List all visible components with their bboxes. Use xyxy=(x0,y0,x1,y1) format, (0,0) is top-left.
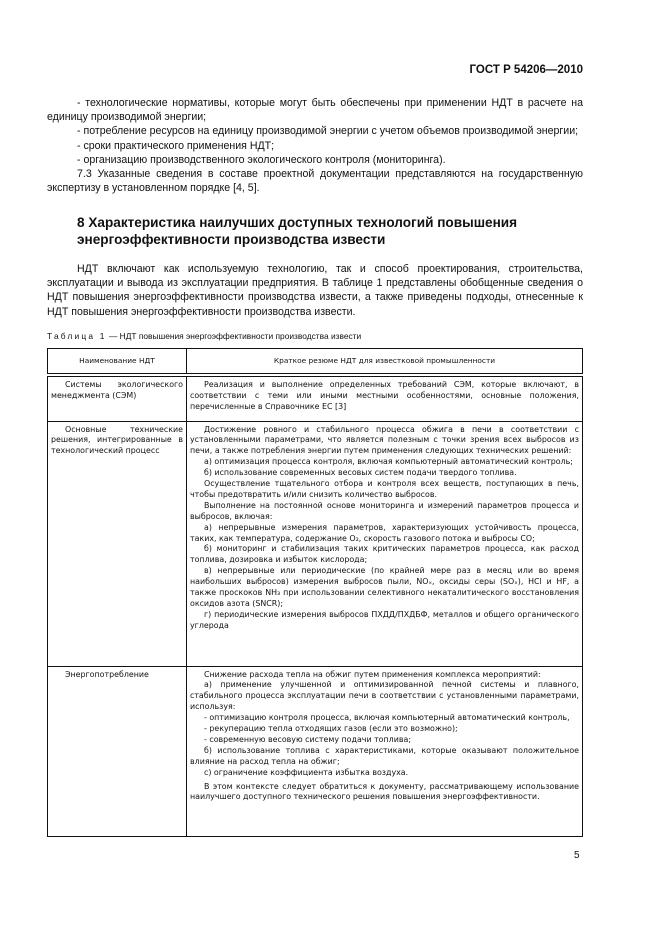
table-caption-label: Таблица 1 xyxy=(47,331,107,341)
ndt-name: Энергопотребление xyxy=(48,666,187,836)
ndt-summary: Реализация и выполнение определенных требований СЭМ, которые включают, в соответствии с теми или иными местными особенностями, основные положения, перечисленные в Справочнике ЕС [3] xyxy=(187,375,583,421)
intro-list xyxy=(47,96,583,195)
section-8-title: 8 Характеристика наилучших доступных технологий повышения энергоэффективности производства извести xyxy=(77,215,518,247)
standard-code-header: ГОСТ Р 54206—2010 xyxy=(469,64,583,76)
list-item: - потребление ресурсов на единицу производимой энергии с учетом объемов производимой энергии; xyxy=(77,125,579,138)
column-header-summary: Краткое резюме НДТ для известковой промышленности xyxy=(187,349,583,376)
list-item: - сроки практического применения НДТ; xyxy=(77,139,275,152)
column-header-name: Наименование НДТ xyxy=(48,349,187,376)
table-caption-text: — НДТ повышения энергоэффективности производства извести xyxy=(106,331,362,341)
section-8-body: НДТ включают как используемую технологию, так и способ проектирования, строительства, эксплуатации и вывода из эксплуатации предприятия. В таблице 1 представлены обобщенные сведения о НДТ повышения энергоэффективности производства извести, а также приведены подходы, отнесенные к НДТ повышения энергоэффективности производства извести. xyxy=(47,263,583,318)
clause-7-3: 7.3 Указанные сведения в составе проектной документации представляются на государственную экспертизу в установленном порядке [4, 5]. xyxy=(47,168,583,195)
table-caption xyxy=(47,331,361,341)
ndt-summary: Снижение расхода тепла на обжиг путем применения комплекса мероприятий: а) применение улучшенной и оптимизированной печной системы и плавного, стабильного процесса эксплуатации печи в соответствии с установленными параметрами, используя: - оптимизацию контроля процесса, включая компьютерный автоматический контроль, - рекуперацию тепла отходящих газов (если это возможно); - современную весовую систему подачи топлива; б) использование топлива с характеристиками, которые оказывают положительное влияние на расход тепла на обжиг; с) ограничение коэффициента избытка воздуха. В этом контексте следует обратиться к документу, рассматривающему использование наилучшего доступного технического решения повышения энергоэффективности. xyxy=(187,666,583,836)
table-header-row xyxy=(48,349,583,376)
list-item: - организацию производственного экологического контроля (мониторинга). xyxy=(77,153,446,166)
ndt-summary: Достижение ровного и стабильного процесса обжига в печи в соответствии с установленными параметрами, что является полезным с точки зрения всех выбросов из печи, а также потребления энергии путем применения следующих технических решений: а) оптимизация процесса контроля, включая компьютерный автоматический контроль; б) использование современных весовых систем подачи твердого топлива. Осуществление тщательного отбора и контроля всех веществ, поступающих в печь, чтобы предотвратить и/или снизить количество выбросов. Выполнение на постоянной основе мониторинга и измерений параметров процесса и выбросов, включая: а) непрерывные измерения параметров, характеризующих устойчивость процесса, таких, как температура, содержание O₂, скорость газового потока и выбросы CO; б) мониторинг и стабилизация таких критических параметров процесса, как расход топлива, дозировка и избыток кислорода; в) непрерывные или периодические (по крайней мере раз в месяц или во время наибольших выбросов) измерения выбросов пыли, NOₓ, оксиды серы (SOₓ), HCl и HF, а также проскоков NH₃ при использовании селективного некаталитического восстановления оксидов азота (SNCR); г) периодические измерения выбросов ПХДД/ПХДБФ, металлов и общего органического углерода xyxy=(187,421,583,666)
table-row xyxy=(48,375,583,421)
table-row xyxy=(48,666,583,836)
ndt-table xyxy=(47,348,583,837)
list-item: - технологические нормативы, которые могут быть обеспечены при применении НДТ в расчете на единицу производимой энергии; xyxy=(47,97,583,124)
page-number: 5 xyxy=(574,850,580,861)
table-row xyxy=(48,421,583,666)
ndt-name: Основные технические решения, интегрированные в технологический процесс xyxy=(48,421,187,666)
ndt-name: Системы экологического менеджмента (СЭМ) xyxy=(48,375,187,421)
